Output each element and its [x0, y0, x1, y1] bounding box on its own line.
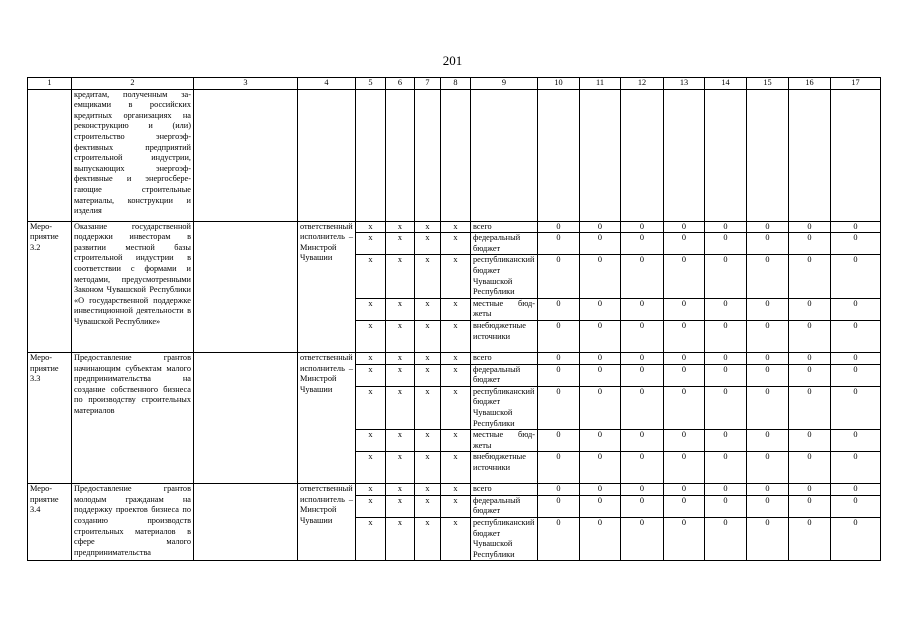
value-cell: 0	[705, 320, 747, 352]
activity-executor: ответственный исполнитель – Минстрой Чувашии	[298, 352, 356, 483]
value-cell: 0	[831, 430, 881, 452]
funding-source: республиканский бюджет Чувашской Республики	[471, 255, 538, 298]
value-cell: 0	[789, 255, 831, 298]
value-cell: 0	[621, 352, 664, 364]
code-mark-cell: x	[441, 495, 471, 517]
funding-source: республиканский бюджет Чувашской Республики	[471, 518, 538, 561]
value-cell: 0	[831, 298, 881, 320]
value-cell: 0	[831, 452, 881, 484]
funding-source: внебюджетные источники	[471, 452, 538, 484]
code-mark-cell: x	[441, 233, 471, 255]
column-number: 7	[415, 78, 441, 90]
value-cell: 0	[789, 386, 831, 429]
value-cell: 0	[705, 298, 747, 320]
activity-code: Мероприятие 3.3	[28, 352, 72, 483]
column-number: 5	[356, 78, 386, 90]
code-mark-cell: x	[441, 484, 471, 496]
value-cell: 0	[831, 364, 881, 386]
column-number: 10	[538, 78, 580, 90]
code-mark-cell: x	[386, 386, 415, 429]
value-cell: 0	[621, 484, 664, 496]
value-cell: 0	[789, 298, 831, 320]
empty-cell	[747, 89, 789, 221]
value-cell: 0	[664, 221, 705, 233]
value-cell: 0	[621, 518, 664, 561]
empty-cell	[831, 89, 881, 221]
column-number: 2	[72, 78, 194, 90]
code-mark-cell: x	[441, 364, 471, 386]
budget-table	[27, 77, 881, 561]
value-cell: 0	[664, 364, 705, 386]
activity-description: Предоставление грантов молодым гражданам на поддержку проектов бизнеса по созданию производств строительных материалов в сфере малого предпринимательства	[72, 484, 194, 561]
code-mark-cell: x	[441, 430, 471, 452]
code-mark-cell: x	[356, 320, 386, 352]
value-cell: 0	[664, 386, 705, 429]
value-cell: 0	[747, 352, 789, 364]
value-cell: 0	[705, 352, 747, 364]
value-cell: 0	[705, 255, 747, 298]
column-number: 17	[831, 78, 881, 90]
value-cell: 0	[705, 495, 747, 517]
value-cell: 0	[831, 233, 881, 255]
value-cell: 0	[621, 255, 664, 298]
empty-cell	[789, 89, 831, 221]
value-cell: 0	[789, 452, 831, 484]
value-cell: 0	[831, 495, 881, 517]
activity-col3	[194, 352, 298, 483]
value-cell: 0	[705, 430, 747, 452]
code-mark-cell: x	[356, 430, 386, 452]
code-mark-cell: x	[356, 221, 386, 233]
empty-cell	[705, 89, 747, 221]
code-mark-cell: x	[386, 452, 415, 484]
value-cell: 0	[789, 221, 831, 233]
value-cell: 0	[580, 386, 621, 429]
code-mark-cell: x	[356, 233, 386, 255]
value-cell: 0	[747, 298, 789, 320]
value-cell: 0	[831, 386, 881, 429]
value-cell: 0	[664, 298, 705, 320]
empty-cell	[664, 89, 705, 221]
funding-source: местные бюджеты	[471, 298, 538, 320]
value-cell: 0	[747, 233, 789, 255]
value-cell: 0	[538, 518, 580, 561]
value-cell: 0	[705, 221, 747, 233]
page-number: 201	[442, 53, 463, 68]
funding-source: внебюджетные источники	[471, 320, 538, 352]
code-mark-cell: x	[415, 364, 441, 386]
funding-source: местные бюджеты	[471, 430, 538, 452]
column-number: 11	[580, 78, 621, 90]
code-mark-cell: x	[386, 484, 415, 496]
value-cell: 0	[580, 320, 621, 352]
value-cell: 0	[580, 233, 621, 255]
empty-cell	[298, 89, 356, 221]
funding-source: республиканский бюджет Чувашской Республики	[471, 386, 538, 429]
value-cell: 0	[621, 233, 664, 255]
code-mark-cell: x	[441, 452, 471, 484]
value-cell: 0	[621, 320, 664, 352]
code-mark-cell: x	[356, 364, 386, 386]
value-cell: 0	[789, 320, 831, 352]
empty-cell	[441, 89, 471, 221]
value-cell: 0	[664, 495, 705, 517]
value-cell: 0	[538, 386, 580, 429]
value-cell: 0	[747, 495, 789, 517]
value-cell: 0	[538, 352, 580, 364]
code-mark-cell: x	[386, 255, 415, 298]
value-cell: 0	[621, 221, 664, 233]
column-number: 4	[298, 78, 356, 90]
code-mark-cell: x	[386, 430, 415, 452]
column-number: 3	[194, 78, 298, 90]
funding-source: всего	[471, 221, 538, 233]
activity-description: Оказание государственной поддержки инвесторам в развитии местной базы строительной индустрии в соответствии с формами и методами, предусмотренными Законом Чувашской Республики «О государственной поддержке инвестиционной деятельности в Чувашской Республике»	[72, 221, 194, 352]
value-cell: 0	[580, 518, 621, 561]
table-row	[28, 89, 881, 221]
value-cell: 0	[538, 430, 580, 452]
value-cell: 0	[664, 320, 705, 352]
empty-cell	[194, 89, 298, 221]
code-mark-cell: x	[386, 518, 415, 561]
code-mark-cell: x	[441, 320, 471, 352]
value-cell: 0	[538, 452, 580, 484]
code-mark-cell: x	[441, 518, 471, 561]
activity-executor: ответственный исполнитель – Минстрой Чувашии	[298, 484, 356, 561]
code-mark-cell: x	[415, 298, 441, 320]
code-mark-cell: x	[356, 484, 386, 496]
column-number: 14	[705, 78, 747, 90]
activity-description: Предоставление грантов начинающим субъектам малого предпринимательства на создание собственного бизнеса по производству строительных материалов	[72, 352, 194, 483]
value-cell: 0	[831, 320, 881, 352]
value-cell: 0	[538, 298, 580, 320]
value-cell: 0	[831, 352, 881, 364]
activity-col3	[194, 221, 298, 352]
funding-source: федеральный бюджет	[471, 364, 538, 386]
value-cell: 0	[747, 221, 789, 233]
code-mark-cell: x	[356, 255, 386, 298]
value-cell: 0	[538, 233, 580, 255]
code-mark-cell: x	[386, 495, 415, 517]
code-mark-cell: x	[386, 352, 415, 364]
value-cell: 0	[831, 221, 881, 233]
value-cell: 0	[621, 430, 664, 452]
value-cell: 0	[705, 484, 747, 496]
value-cell: 0	[580, 352, 621, 364]
value-cell: 0	[747, 386, 789, 429]
code-mark-cell: x	[415, 221, 441, 233]
code-mark-cell: x	[441, 255, 471, 298]
value-cell: 0	[580, 495, 621, 517]
funding-source: федеральный бюджет	[471, 495, 538, 517]
code-mark-cell: x	[415, 452, 441, 484]
activity-code: Мероприятие 3.4	[28, 484, 72, 561]
code-mark-cell: x	[386, 364, 415, 386]
value-cell: 0	[538, 364, 580, 386]
column-number: 1	[28, 78, 72, 90]
code-mark-cell: x	[441, 352, 471, 364]
activity-col3	[194, 484, 298, 561]
value-cell: 0	[747, 320, 789, 352]
value-cell: 0	[580, 255, 621, 298]
value-cell: 0	[789, 364, 831, 386]
funding-source: всего	[471, 484, 538, 496]
value-cell: 0	[580, 452, 621, 484]
value-cell: 0	[705, 452, 747, 484]
value-cell: 0	[789, 495, 831, 517]
code-mark-cell: x	[356, 352, 386, 364]
value-cell: 0	[705, 233, 747, 255]
empty-cell	[356, 89, 386, 221]
value-cell: 0	[705, 386, 747, 429]
column-number: 9	[471, 78, 538, 90]
code-mark-cell: x	[386, 320, 415, 352]
code-mark-cell: x	[441, 386, 471, 429]
value-cell: 0	[664, 484, 705, 496]
code-mark-cell: x	[415, 430, 441, 452]
value-cell: 0	[747, 430, 789, 452]
value-cell: 0	[747, 364, 789, 386]
value-cell: 0	[538, 221, 580, 233]
code-mark-cell: x	[356, 386, 386, 429]
value-cell: 0	[621, 386, 664, 429]
code-mark-cell: x	[356, 495, 386, 517]
value-cell: 0	[580, 484, 621, 496]
value-cell: 0	[747, 518, 789, 561]
code-mark-cell: x	[441, 221, 471, 233]
value-cell: 0	[538, 320, 580, 352]
value-cell: 0	[664, 255, 705, 298]
funding-source: федеральный бюджет	[471, 233, 538, 255]
column-number: 12	[621, 78, 664, 90]
value-cell: 0	[831, 255, 881, 298]
code-mark-cell: x	[415, 255, 441, 298]
code-mark-cell: x	[441, 298, 471, 320]
activity-executor: ответственный исполнитель – Минстрой Чувашии	[298, 221, 356, 352]
empty-cell	[386, 89, 415, 221]
column-number: 8	[441, 78, 471, 90]
value-cell: 0	[538, 255, 580, 298]
value-cell: 0	[538, 484, 580, 496]
description-cell: кредитам, полученным заемщиками в российских кредитных организациях на реконструкцию и (или) строительство энергоэффективных предприятий строительной индустрии, выпускающих энергоэффективные и энергосберегающие строительные материалы, конструкции и изделия	[72, 89, 194, 221]
value-cell: 0	[789, 352, 831, 364]
value-cell: 0	[664, 452, 705, 484]
value-cell: 0	[621, 495, 664, 517]
column-number: 13	[664, 78, 705, 90]
value-cell: 0	[621, 452, 664, 484]
code-mark-cell: x	[386, 221, 415, 233]
code-mark-cell: x	[415, 386, 441, 429]
code-mark-cell: x	[356, 518, 386, 561]
column-number: 15	[747, 78, 789, 90]
value-cell: 0	[664, 430, 705, 452]
table-row	[28, 352, 881, 364]
value-cell: 0	[621, 298, 664, 320]
code-mark-cell: x	[356, 452, 386, 484]
value-cell: 0	[705, 364, 747, 386]
value-cell: 0	[664, 518, 705, 561]
code-mark-cell: x	[386, 233, 415, 255]
table-row	[28, 221, 881, 233]
code-cell	[28, 89, 72, 221]
empty-cell	[621, 89, 664, 221]
code-mark-cell: x	[415, 518, 441, 561]
value-cell: 0	[831, 518, 881, 561]
value-cell: 0	[789, 484, 831, 496]
value-cell: 0	[580, 430, 621, 452]
value-cell: 0	[580, 298, 621, 320]
column-number: 6	[386, 78, 415, 90]
value-cell: 0	[747, 255, 789, 298]
code-mark-cell: x	[415, 320, 441, 352]
value-cell: 0	[621, 364, 664, 386]
code-mark-cell: x	[415, 484, 441, 496]
value-cell: 0	[664, 352, 705, 364]
value-cell: 0	[747, 484, 789, 496]
code-mark-cell: x	[415, 495, 441, 517]
value-cell: 0	[538, 495, 580, 517]
code-mark-cell: x	[386, 298, 415, 320]
code-mark-cell: x	[356, 298, 386, 320]
empty-cell	[580, 89, 621, 221]
code-mark-cell: x	[415, 233, 441, 255]
value-cell: 0	[831, 484, 881, 496]
value-cell: 0	[789, 430, 831, 452]
column-number: 16	[789, 78, 831, 90]
value-cell: 0	[789, 233, 831, 255]
empty-cell	[538, 89, 580, 221]
value-cell: 0	[747, 452, 789, 484]
value-cell: 0	[705, 518, 747, 561]
funding-source: всего	[471, 352, 538, 364]
value-cell: 0	[580, 221, 621, 233]
empty-cell	[415, 89, 441, 221]
value-cell: 0	[664, 233, 705, 255]
value-cell: 0	[580, 364, 621, 386]
empty-cell	[471, 89, 538, 221]
activity-code: Мероприятие 3.2	[28, 221, 72, 352]
value-cell: 0	[789, 518, 831, 561]
code-mark-cell: x	[415, 352, 441, 364]
table-row	[28, 484, 881, 496]
column-number-row	[28, 78, 881, 90]
